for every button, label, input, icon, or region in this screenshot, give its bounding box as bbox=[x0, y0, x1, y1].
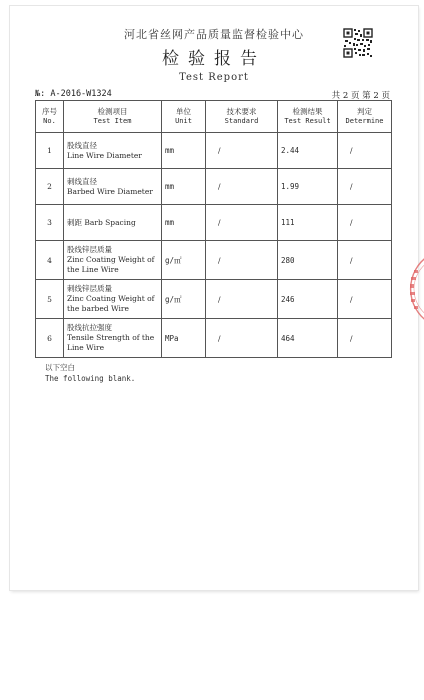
test-item: 刺线直径 Barbed Wire Diameter bbox=[64, 169, 162, 205]
row-number: 1 bbox=[36, 133, 64, 169]
column-header-item: 检测项目 Test Item bbox=[64, 101, 162, 133]
page-number: 共 2 页 第 2 页 bbox=[331, 91, 390, 101]
column-header-result: 检测结果 Test Result bbox=[278, 101, 338, 133]
table-row bbox=[36, 205, 392, 241]
determine-cell: / bbox=[338, 205, 392, 241]
column-header-unit: 单位 Unit bbox=[162, 101, 206, 133]
standard-cell: / bbox=[206, 280, 278, 319]
standard-cell: / bbox=[206, 319, 278, 358]
table-row bbox=[36, 169, 392, 205]
table-row bbox=[36, 241, 392, 280]
blank-note-cn: 以下空白 bbox=[45, 363, 75, 372]
test-item: 股线直径 Line Wire Diameter bbox=[64, 133, 162, 169]
result-cell: 246 bbox=[278, 280, 338, 319]
table-row bbox=[36, 319, 392, 358]
determine-cell: / bbox=[338, 280, 392, 319]
seal-stamp-icon bbox=[398, 254, 424, 324]
table-row bbox=[36, 133, 392, 169]
test-item: 股线锌层质量 Zinc Coating Weight of the Line Wire bbox=[64, 241, 162, 280]
report-number: №: A-2016-W1324 bbox=[35, 89, 112, 99]
standard-cell: / bbox=[206, 169, 278, 205]
table-row bbox=[36, 280, 392, 319]
row-number: 6 bbox=[36, 319, 64, 358]
organization-name: 河北省丝网产品质量监督检验中心 bbox=[124, 28, 304, 41]
determine-cell: / bbox=[338, 319, 392, 358]
qr-code-icon bbox=[343, 28, 373, 58]
result-cell: 464 bbox=[278, 319, 338, 358]
result-cell: 1.99 bbox=[278, 169, 338, 205]
report-page bbox=[10, 6, 418, 590]
standard-cell: / bbox=[206, 133, 278, 169]
unit-cell: mm bbox=[162, 133, 206, 169]
row-number: 4 bbox=[36, 241, 64, 280]
standard-cell: / bbox=[206, 205, 278, 241]
row-number: 3 bbox=[36, 205, 64, 241]
test-results-table bbox=[35, 100, 392, 358]
result-cell: 111 bbox=[278, 205, 338, 241]
report-title-cn: 检验报告 bbox=[162, 49, 266, 69]
test-item: 股线抗拉强度 Tensile Strength of the Line Wire bbox=[64, 319, 162, 358]
unit-cell: MPa bbox=[162, 319, 206, 358]
unit-cell: mm bbox=[162, 205, 206, 241]
test-item: 刺线锌层质量 Zinc Coating Weight of the barbed Wire bbox=[64, 280, 162, 319]
table-header-row bbox=[36, 101, 392, 133]
row-number: 2 bbox=[36, 169, 64, 205]
test-item: 刺距 Barb Spacing bbox=[64, 205, 162, 241]
unit-cell: g/㎡ bbox=[162, 241, 206, 280]
report-title-en: Test Report bbox=[179, 72, 249, 83]
result-cell: 2.44 bbox=[278, 133, 338, 169]
result-cell: 280 bbox=[278, 241, 338, 280]
unit-cell: g/㎡ bbox=[162, 280, 206, 319]
determine-cell: / bbox=[338, 241, 392, 280]
unit-cell: mm bbox=[162, 169, 206, 205]
blank-note-en: The following blank. bbox=[45, 374, 136, 383]
row-number: 5 bbox=[36, 280, 64, 319]
standard-cell: / bbox=[206, 241, 278, 280]
determine-cell: / bbox=[338, 169, 392, 205]
column-header-no: 序号 No. bbox=[36, 101, 64, 133]
column-header-standard: 技术要求 Standard bbox=[206, 101, 278, 133]
column-header-determine: 判定 Determine bbox=[338, 101, 392, 133]
determine-cell: / bbox=[338, 133, 392, 169]
